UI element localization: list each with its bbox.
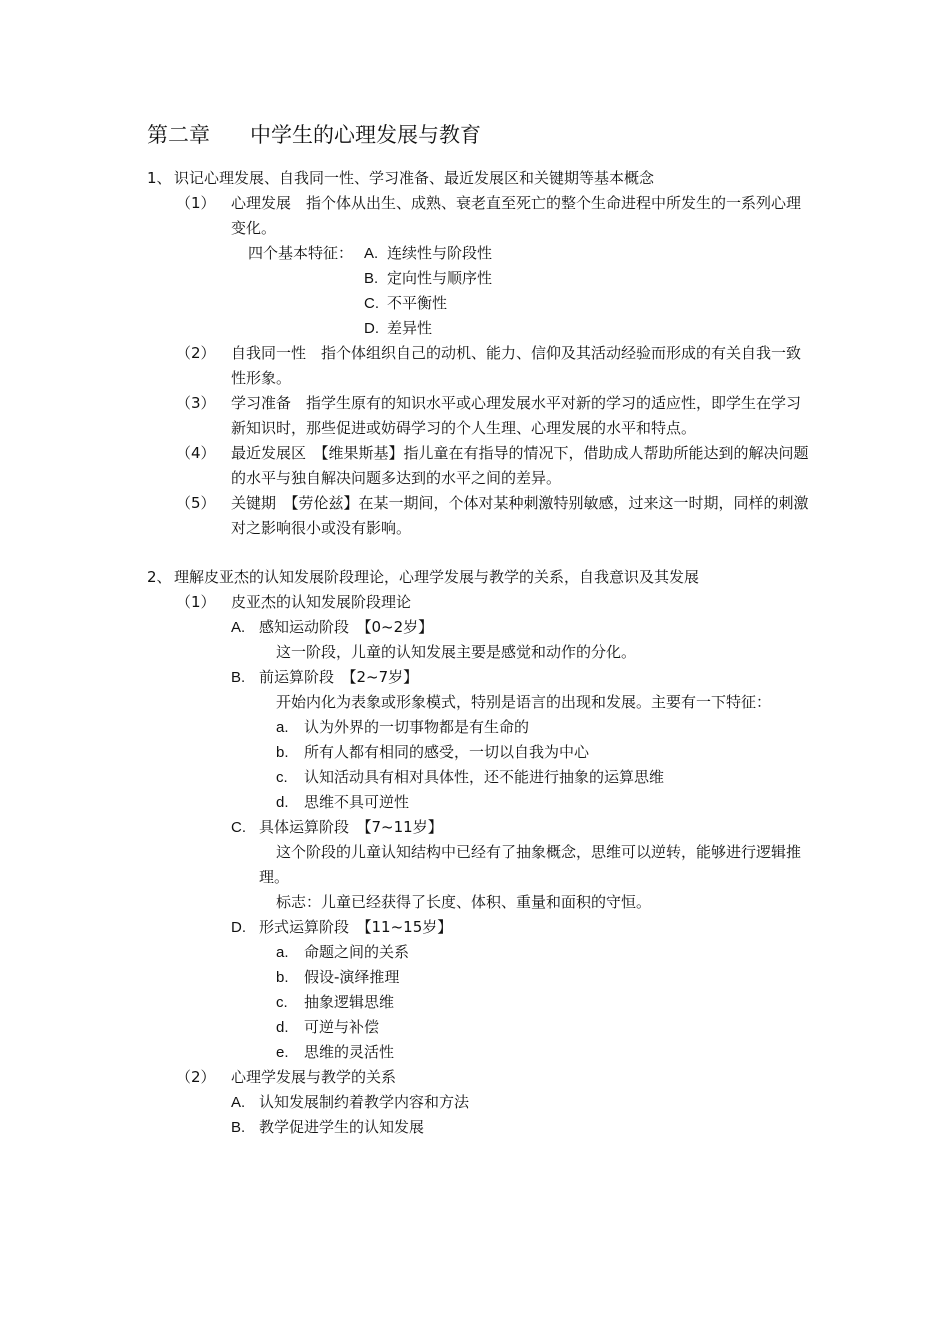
list-marker: d. <box>276 1019 289 1036</box>
relation-title: 心理学发展与教学的关系 <box>231 1068 397 1086</box>
chapter-number: 第二章 <box>147 123 210 147</box>
stage-description: 这一阶段，儿童的认知发展主要是感觉和动作的分化。 <box>276 643 637 661</box>
list-item: 教学促进学生的认知发展 <box>259 1118 425 1136</box>
list-marker: A. <box>231 1094 246 1111</box>
stage-formal-operational: 形式运算阶段 【11~15岁】 <box>259 918 453 936</box>
item-number: （3） <box>176 394 216 412</box>
list-item: 思维的灵活性 <box>304 1043 395 1061</box>
stage-mark: 标志：儿童已经获得了长度、体积、重量和面积的守恒。 <box>276 893 652 911</box>
list-marker: e. <box>276 1044 289 1061</box>
list-item: 假设-演绎推理 <box>304 968 400 986</box>
list-marker: C. <box>364 295 379 312</box>
concept-psych-development: 心理发展 指个体从出生、成熟、衰老直至死亡的整个生命进程中所发生的一系列心理变化。 <box>231 194 802 237</box>
item-number: （5） <box>176 494 216 512</box>
list-marker: a. <box>276 719 289 736</box>
item-number: （2） <box>176 1068 216 1086</box>
list-marker: c. <box>276 994 288 1011</box>
list-marker: A. <box>364 245 379 262</box>
list-marker: B. <box>231 1119 246 1136</box>
item-number: （1） <box>176 593 216 611</box>
list-item: 命题之间的关系 <box>304 943 410 961</box>
item-number: （1） <box>176 194 216 212</box>
list-item: 抽象逻辑思维 <box>304 993 395 1011</box>
stage-description: 开始内化为表象或形象模式，特别是语言的出现和发展。主要有一下特征： <box>276 693 772 711</box>
stage-description: 这个阶段的儿童认知结构中已经有了抽象概念，思维可以逆转，能够进行逻辑推理。 <box>259 843 802 886</box>
list-marker: d. <box>276 794 289 811</box>
list-item: 可逆与补偿 <box>304 1018 380 1036</box>
chapter-title <box>147 118 481 152</box>
stage-preoperational: 前运算阶段 【2~7岁】 <box>259 668 419 686</box>
list-item: 认知活动具有相对具体性，还不能进行抽象的运算思维 <box>304 768 665 786</box>
list-item: 认知发展制约着教学内容和方法 <box>259 1093 470 1111</box>
section-1-heading: 识记心理发展、自我同一性、学习准备、最近发展区和关键期等基本概念 <box>174 169 655 187</box>
list-marker: b. <box>276 969 289 986</box>
piaget-title: 皮亚杰的认知发展阶段理论 <box>231 593 412 611</box>
list-item: 思维不具可逆性 <box>304 793 410 811</box>
feature-item: 差异性 <box>387 319 433 337</box>
stage-concrete-operational: 具体运算阶段 【7~11岁】 <box>259 818 443 836</box>
list-marker: B. <box>231 669 246 686</box>
item-number: （2） <box>176 344 216 362</box>
section-2-heading: 理解皮亚杰的认知发展阶段理论，心理学发展与教学的关系，自我意识及其发展 <box>174 568 700 586</box>
concept-self-identity: 自我同一性 指个体组织自己的动机、能力、信仰及其活动经验而形成的有关自我一致性形象。 <box>231 344 802 387</box>
feature-item: 定向性与顺序性 <box>387 269 493 287</box>
chapter-name: 中学生的心理发展与教育 <box>250 123 481 147</box>
stage-sensorimotor: 感知运动阶段 【0~2岁】 <box>259 618 434 636</box>
concept-critical-period: 关键期 【劳伦兹】在某一期间，个体对某种刺激特别敏感，过来这一时期，同样的刺激对之影响很小或没有影响。 <box>231 494 809 537</box>
list-marker: C. <box>231 819 246 836</box>
features-label: 四个基本特征： <box>248 244 354 262</box>
item-number: （4） <box>176 444 216 462</box>
list-marker: A. <box>231 619 246 636</box>
list-marker: D. <box>364 320 379 337</box>
feature-item: 连续性与阶段性 <box>387 244 493 262</box>
section-1-number: 1、 <box>147 169 172 187</box>
concept-zpd: 最近发展区 【维果斯基】指儿童在有指导的情况下，借助成人帮助所能达到的解决问题的水平与独自解决问题多达到的水平之间的差异。 <box>231 444 809 487</box>
feature-item: 不平衡性 <box>387 294 448 312</box>
list-marker: a. <box>276 944 289 961</box>
section-2-number: 2、 <box>147 568 172 586</box>
list-item: 认为外界的一切事物都是有生命的 <box>304 718 530 736</box>
list-marker: c. <box>276 769 288 786</box>
list-marker: D. <box>231 919 246 936</box>
list-item: 所有人都有相同的感受，一切以自我为中心 <box>304 743 590 761</box>
list-marker: B. <box>364 270 379 287</box>
list-marker: b. <box>276 744 289 761</box>
concept-learning-readiness: 学习准备 指学生原有的知识水平或心理发展水平对新的学习的适应性，即学生在学习新知识时，那些促进或妨碍学习的个人生理、心理发展的水平和特点。 <box>231 394 802 437</box>
